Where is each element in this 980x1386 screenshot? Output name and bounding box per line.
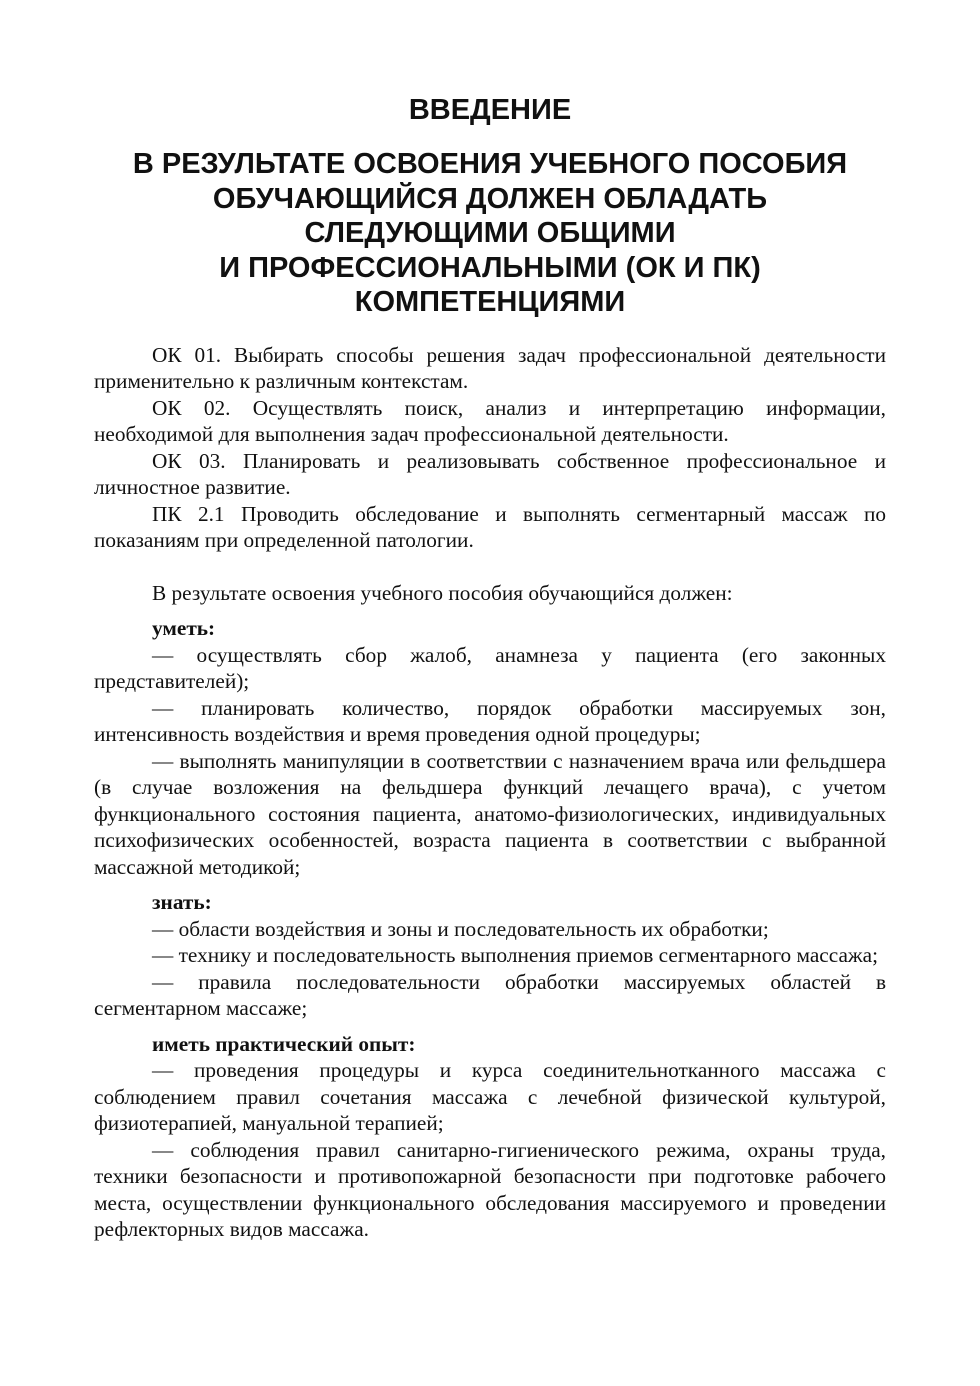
document-page <box>94 92 886 1243</box>
knowledge-item: — области воздействия и зоны и последовательность их обработки; <box>152 916 769 941</box>
spacer <box>94 606 886 615</box>
result-intro: В результате освоения учебного пособия обучающийся должен: <box>152 580 733 605</box>
skill-item: — планировать количество, порядок обработки массируемых зон, интенсивность воздействия и время проведения одной процедуры; <box>94 695 886 746</box>
section-subtitle <box>94 147 886 320</box>
skill-item: — выполнять манипуляции в соответствии с назначением врача или фельдшера (в случае возложения на фельдшера функций лечащего врача), с учетом функционального состояния пациента, анатомо-физиологических, индивидуальных психофизических особенностей, возраста пациента в соответствии с выбранной массажной методикой; <box>94 748 886 879</box>
subtitle-line: В РЕЗУЛЬТАТЕ ОСВОЕНИЯ УЧЕБНОГО ПОСОБИЯ <box>132 148 848 180</box>
document-body <box>94 342 886 1243</box>
spacer <box>94 554 886 580</box>
experience-heading: иметь практический опыт: <box>152 1031 416 1056</box>
competency-ok01: ОК 01. Выбирать способы решения задач профессиональной деятельности применительно к различным контекстам. <box>94 342 886 393</box>
spacer <box>94 880 886 889</box>
subtitle-line: И ПРОФЕССИОНАЛЬНЫМИ (ОК И ПК) <box>219 251 761 284</box>
skill-item: — осуществлять сбор жалоб, анамнеза у пациента (его законных представителей); <box>94 642 886 693</box>
knowledge-heading: знать: <box>152 890 212 914</box>
subtitle-line: ОБУЧАЮЩИЙСЯ ДОЛЖЕН ОБЛАДАТЬ <box>212 182 768 215</box>
knowledge-item: — правила последовательности обработки массируемых областей в сегментарном массаже; <box>94 969 886 1020</box>
subtitle-line: СЛЕДУЮЩИМИ ОБЩИМИ <box>304 217 676 249</box>
competency-ok03: ОК 03. Планировать и реализовывать собственное профессиональное и личностное развитие. <box>94 448 886 499</box>
skills-heading: уметь: <box>152 616 216 640</box>
experience-item: — соблюдения правил санитарно-гигиенического режима, охраны труда, техники безопасности и противопожарной безопасности при подготовке рабочего места, осуществлении функционального обследования массируемого и проведении рефлекторных видов массажа. <box>94 1137 886 1241</box>
competency-pk21: ПК 2.1 Проводить обследование и выполнять сегментарный массаж по показаниям при определенной патологии. <box>94 501 886 552</box>
subtitle-line: КОМПЕТЕНЦИЯМИ <box>354 286 626 318</box>
knowledge-item: — технику и последовательность выполнения приемов сегментарного массажа; <box>152 943 878 967</box>
spacer <box>94 1022 886 1031</box>
experience-item: — проведения процедуры и курса соединительнотканного массажа с соблюдением правил сочетания массажа с лечебной физической культурой, физиотерапией, мануальной терапией; <box>94 1058 886 1135</box>
competency-ok02: ОК 02. Осуществлять поиск, анализ и интерпретацию информации, необходимой для выполнения задач профессиональной деятельности. <box>94 395 886 446</box>
page-title: ВВЕДЕНИЕ <box>408 94 572 126</box>
